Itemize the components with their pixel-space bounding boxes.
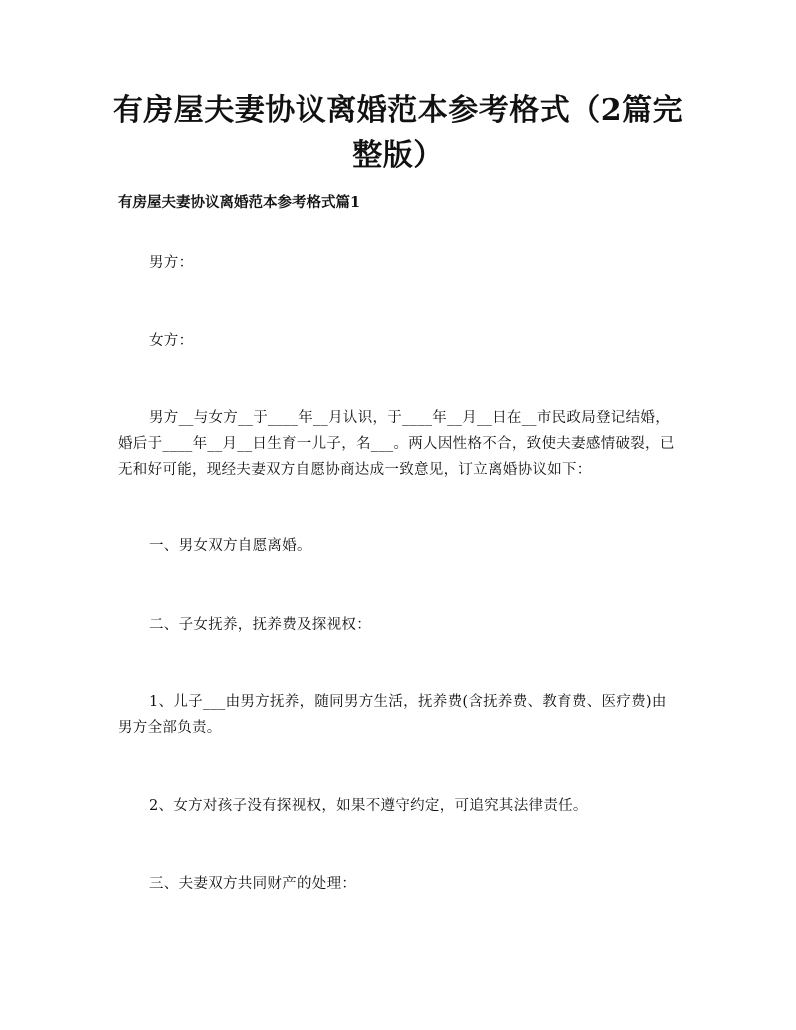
clause-2-item-1: 1、儿子___由男方抚养，随同男方生活，抚养费(含抚养费、教育费、医疗费)由男方全部负责。 (118, 694, 667, 736)
party-male-line: 男方： (149, 255, 194, 271)
document-title: 有房屋夫妻协议离婚范本参考格式（2篇完整版） (112, 93, 684, 173)
section-heading: 有房屋夫妻协议离婚范本参考格式篇1 (118, 194, 361, 211)
clause-1: 一、男女双方自愿离婚。 (149, 538, 312, 554)
party-female-line: 女方： (149, 333, 194, 349)
agreement-preamble: 男方__与女方__于____年__月认识，于____年__月__日在__市民政局登记结婚，婚后于____年__月__日生育一儿子，名___。两人因性格不合，致使夫妻感情破裂，已无和好可能，现经夫妻双方自愿协商达成一致意见，订立离婚协议如下： (118, 410, 675, 478)
clause-2: 二、子女抚养，抚养费及探视权： (149, 617, 371, 633)
clause-2-item-2: 2、女方对孩子没有探视权，如果不遵守约定，可追究其法律责任。 (149, 798, 588, 814)
clause-3: 三、夫妻双方共同财产的处理： (149, 876, 357, 892)
